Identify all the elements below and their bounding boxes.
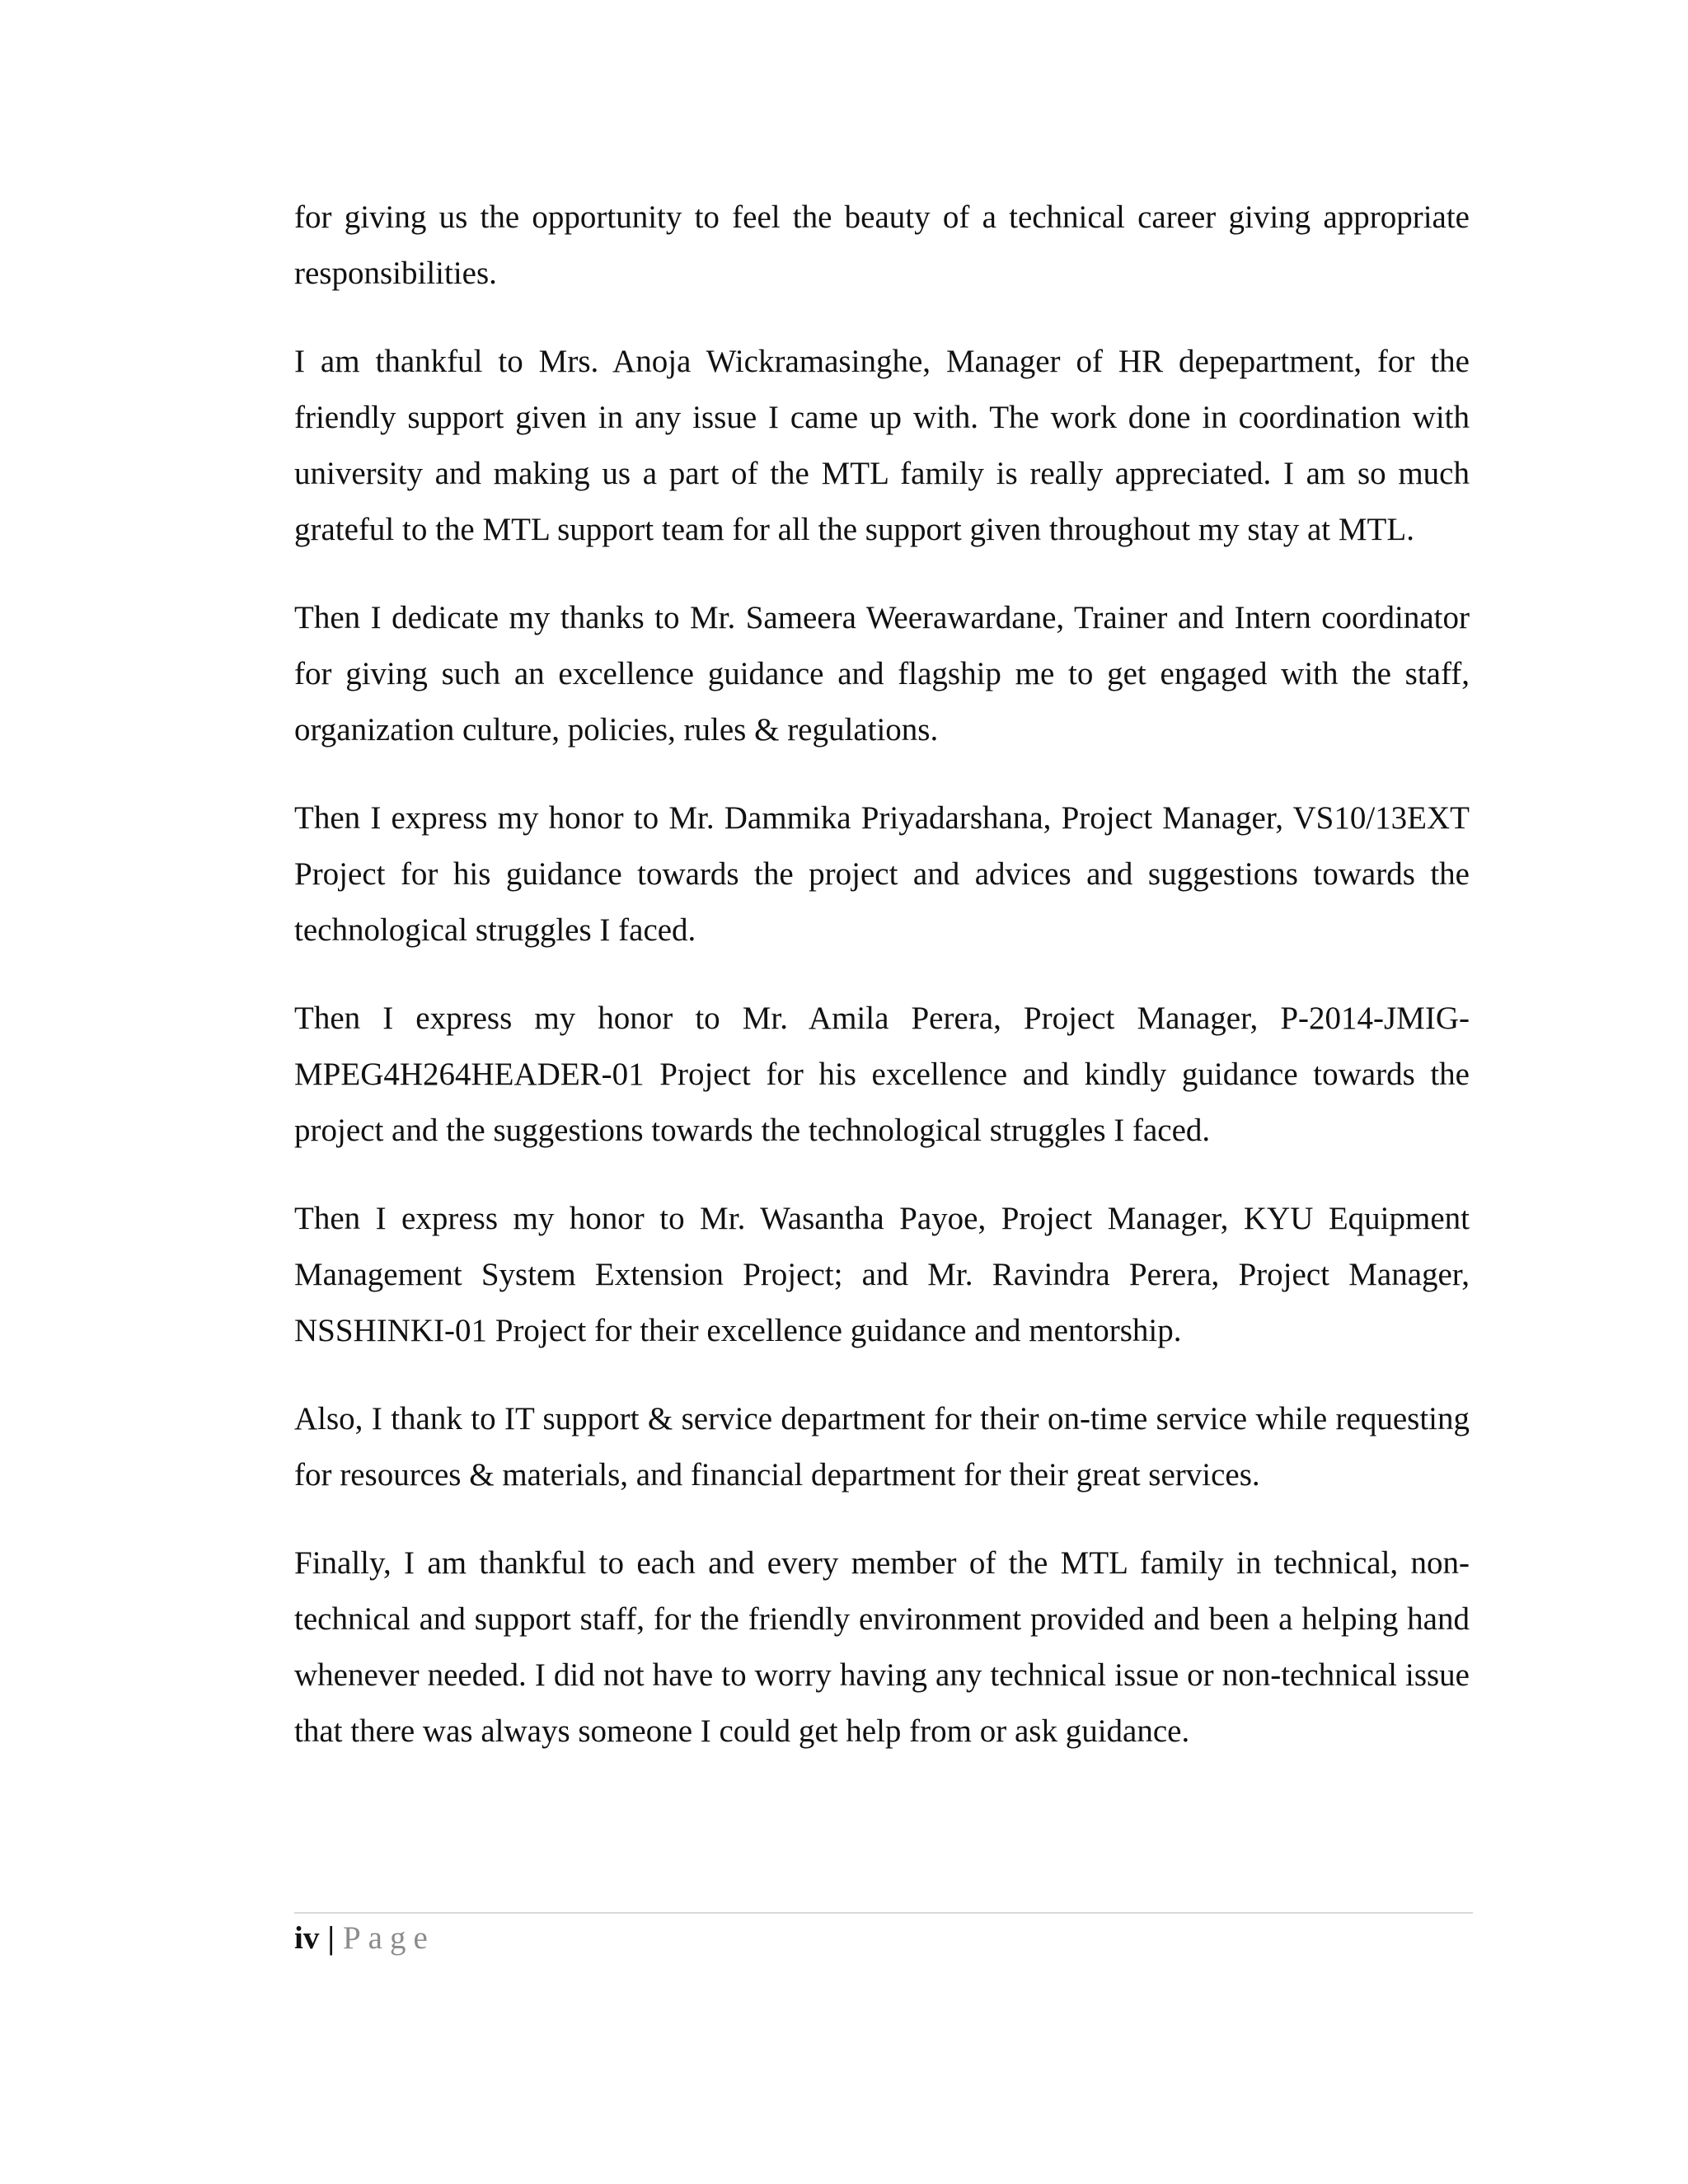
paragraph: Then I express my honor to Mr. Dammika Priyadarshana, Project Manager, VS10/13EXT Project for his guidance towards the project and advices and suggestions towards the technological struggles I faced.	[294, 800, 1470, 948]
paragraph: Then I dedicate my thanks to Mr. Sameera Weerawardane, Trainer and Intern coordinator for giving such an excellence guidance and flagship me to get engaged with the staff, organization culture, policies, rules & regulations.	[294, 600, 1470, 748]
paragraph: Finally, I am thankful to each and every member of the MTL family in technical, non-technical and support staff, for the friendly environment provided and been a helping hand whenever needed. I did not have to worry having any technical issue or non-technical issue that there was always someone I could get help from or ask guidance.	[294, 1545, 1470, 1749]
paragraph: Then I express my honor to Mr. Amila Perera, Project Manager, P-2014-JMIG-MPEG4H264HEADER-01 Project for his excellence and kindly guidance towards the project and the suggestions towards the technological struggles I faced.	[294, 1001, 1470, 1148]
page-label: Page	[342, 1920, 435, 1956]
page-number: iv	[294, 1920, 320, 1956]
footer-divider	[294, 1912, 1473, 1914]
paragraph: Also, I thank to IT support & service department for their on-time service while requesting for resources & materials, and financial department for their great services.	[294, 1401, 1470, 1493]
paragraph: for giving us the opportunity to feel the beauty of a technical career giving appropriate responsibilities.	[294, 199, 1470, 291]
footer-separator: |	[327, 1920, 335, 1956]
paragraph: I am thankful to Mrs. Anoja Wickramasinghe, Manager of HR depepartment, for the friendly support given in any issue I came up with. The work done in coordination with university and making us a part of the MTL family is really appreciated. I am so much grateful to the MTL support team for all the support given throughout my stay at MTL.	[294, 344, 1470, 547]
body-text	[294, 190, 1470, 1792]
page-footer	[294, 1914, 435, 1963]
paragraph: Then I express my honor to Mr. Wasantha Payoe, Project Manager, KYU Equipment Management System Extension Project; and Mr. Ravindra Perera, Project Manager, NSSHINKI-01 Project for their excellence guidance and mentorship.	[294, 1201, 1470, 1348]
